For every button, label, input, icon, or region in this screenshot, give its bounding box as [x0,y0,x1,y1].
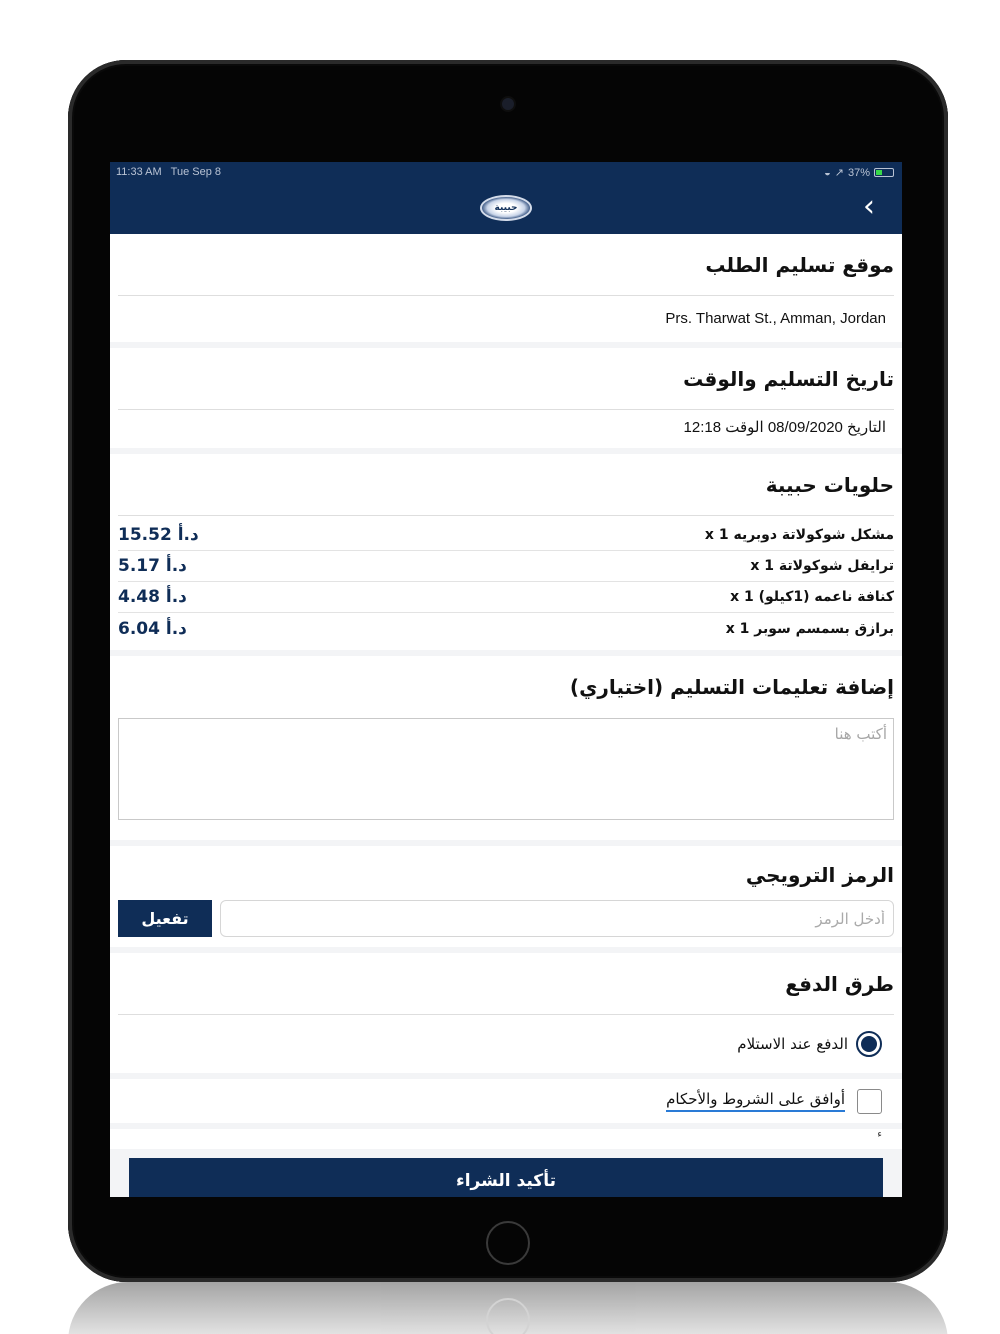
delivery-location-title: موقع تسليم الطلب [118,234,894,296]
wifi-icon: ◒ [824,166,831,179]
order-item-row [118,613,894,644]
promo-code-input[interactable] [220,900,894,937]
delivery-datetime-value: التاريخ 08/09/2020 الوقت 12:18 [683,419,886,436]
order-item-name: كنافة ناعمه (1كيلو) x 1 [730,589,894,605]
order-item-name: برازق بسمسم سوبر x 1 [725,620,894,637]
order-item-row [118,551,894,582]
payment-title: طرق الدفع [118,953,894,1015]
radio-selected-icon[interactable] [856,1031,882,1057]
terms-card [110,1079,902,1123]
instructions-title: إضافة تعليمات التسليم (اختياري) [569,675,894,699]
footnote-card [110,1129,902,1149]
terms-link[interactable]: أوافق على الشروط والأحكام [666,1090,845,1112]
location-icon: ↗ [834,167,844,179]
confirm-purchase-button[interactable]: تأكيد الشراء [129,1158,883,1197]
delivery-address: Prs. Tharwat St., Amman, Jordan [665,310,886,327]
promo-title: الرمز الترويجي [745,863,894,887]
tablet-device [68,60,948,1282]
order-item-name: مشكل شوكولاتة دوبريه x 1 [704,527,894,543]
order-title: حلويات حبيبة [118,454,894,516]
payment-option-cod[interactable] [110,1015,902,1073]
delivery-instructions-field[interactable] [118,718,894,820]
status-date: Tue Sep 8 [170,166,222,178]
brand-logo-text: حبيبة [494,203,518,213]
order-item-price: 15.52 د.أ [118,525,199,545]
order-item-row [118,520,894,551]
payment-card [110,953,902,1073]
delivery-datetime-title: تاريخ التسليم والوقت [118,348,894,410]
order-item-row [118,582,894,613]
order-items [110,516,902,650]
order-item-price: 6.04 د.أ [118,618,187,639]
status-time: 11:33 AM [116,166,162,178]
top-navbar [110,182,902,234]
payment-option-label: الدفع عند الاستلام [737,1035,848,1053]
order-item-name: ترايفل شوكولاتة x 1 [750,558,894,574]
delivery-location-card [110,234,902,342]
terms-checkbox[interactable] [857,1089,882,1114]
front-camera [502,98,514,110]
device-reflection [68,1282,948,1334]
footnote-text: ء [877,1129,882,1140]
chevron-right-icon[interactable]: › [863,189,875,224]
home-button[interactable] [486,1221,530,1265]
status-bar [110,162,902,182]
checkout-content [110,234,902,1155]
battery-icon [874,168,894,177]
promo-card [110,846,902,947]
instructions-card [110,656,902,840]
app-screen [110,162,902,1197]
order-item-price: 5.17 د.أ [118,556,187,576]
order-item-price: 4.48 د.أ [118,587,187,607]
brand-logo [480,195,532,221]
order-card [110,454,902,650]
activate-promo-button[interactable]: تفعيل [118,900,212,937]
battery-percent: 37% [847,166,870,179]
delivery-datetime-card [110,348,902,448]
